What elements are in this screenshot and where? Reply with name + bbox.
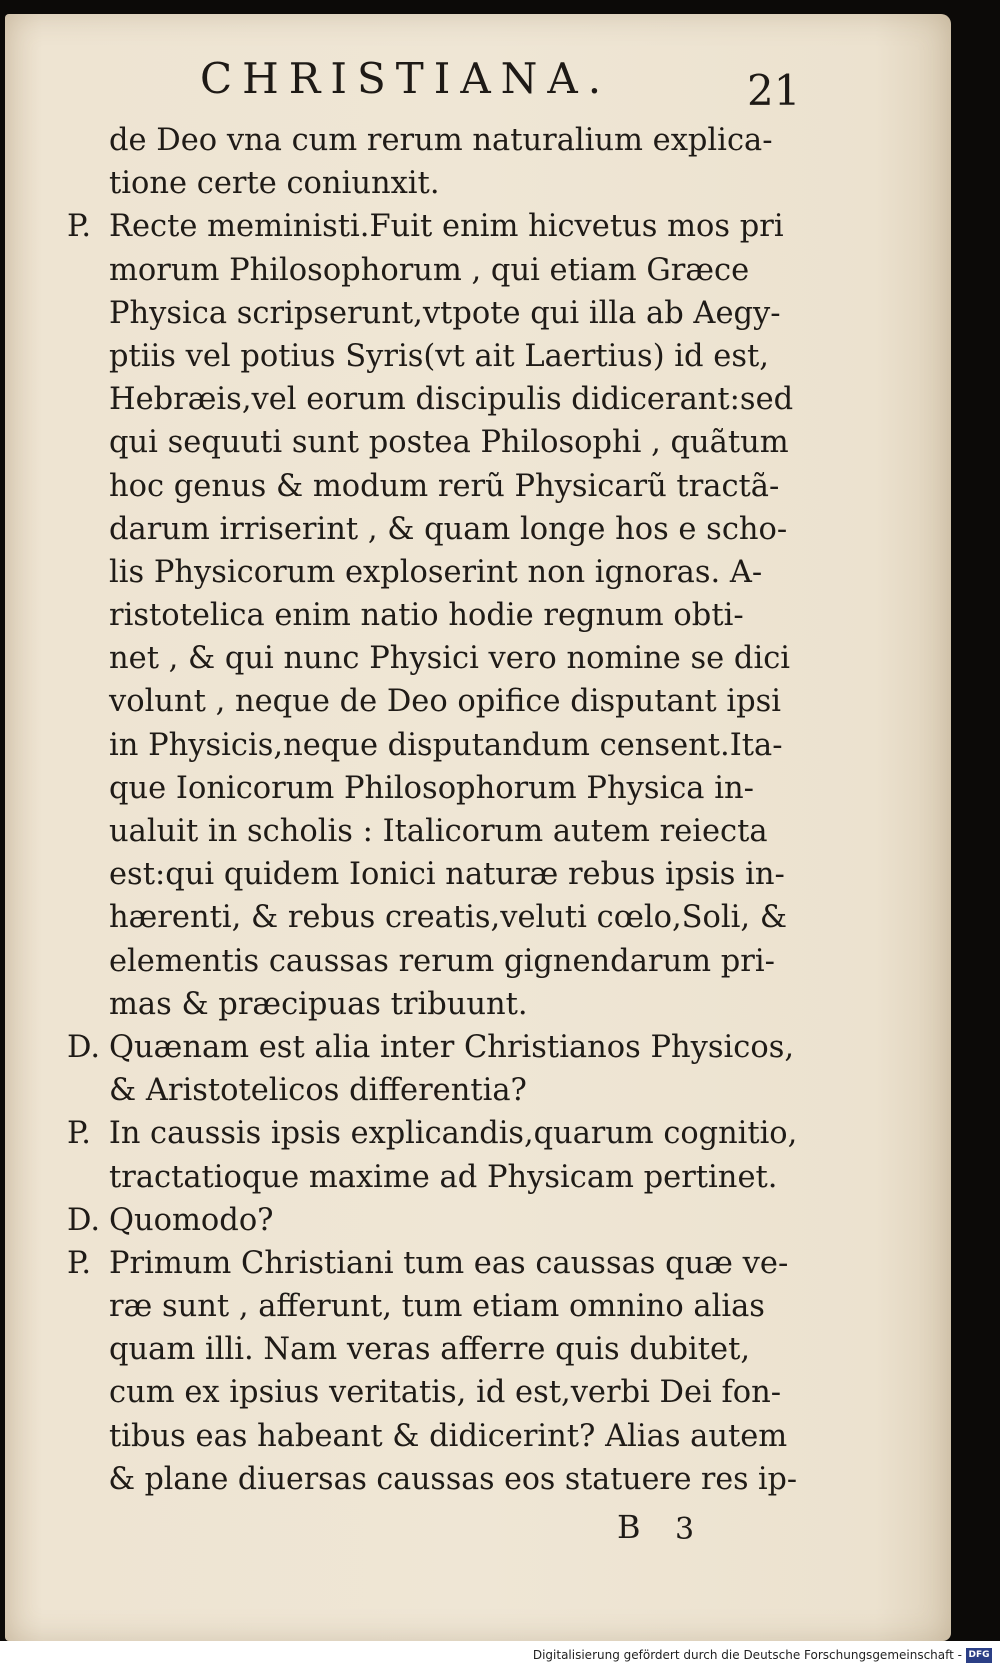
line-text: Quomodo? — [109, 1202, 274, 1238]
line-text: ualuit in scholis : Italicorum autem reiecta — [109, 814, 768, 849]
text-line — [67, 1371, 797, 1414]
line-text: Physica scripserunt,vtpote qui illa ab Aegy- — [109, 295, 781, 331]
line-text: mas & præcipuas tribuunt. — [109, 986, 528, 1022]
text-line — [67, 594, 797, 637]
line-text: ptiis vel potius Syris(vt ait Laertius) id est, — [109, 338, 769, 374]
text-line — [67, 896, 797, 939]
line-text: volunt , neque de Deo opifice disputant ipsi — [109, 684, 782, 720]
text-line — [67, 551, 797, 594]
line-text: darum irriserint , & quam longe hos e scho- — [109, 511, 788, 547]
line-text: de Deo vna cum rerum naturalium explica- — [109, 123, 773, 158]
text-line — [67, 1458, 798, 1501]
text-line — [67, 378, 797, 421]
line-text: tibus eas habeant & didicerint? Alias autem — [109, 1418, 788, 1454]
line-text: lis Physicorum exploserint non ignoras. A- — [109, 554, 763, 590]
text-line — [67, 1285, 797, 1328]
line-text: ristotelica enim natio hodie regnum obti- — [109, 598, 744, 634]
line-text: quam illi. Nam veras afferre quis dubitet, — [109, 1332, 751, 1368]
line-text: tractatioque maxime ad Physicam pertinet. — [109, 1159, 778, 1195]
line-text: hoc genus & modum rerũ Physicarũ tractã- — [109, 468, 780, 504]
speaker-label: P. — [67, 209, 92, 245]
text-line — [67, 810, 797, 853]
text-line — [67, 1069, 797, 1112]
speaker-label: D. — [67, 1202, 101, 1238]
line-text: qui sequuti sunt postea Philosophi , quãtum — [109, 425, 789, 461]
running-head: CHRISTIANA. — [200, 54, 612, 103]
page-number: 21 — [747, 66, 801, 115]
signature-number: 3 — [675, 1512, 695, 1547]
signature-letter: B — [617, 1508, 641, 1546]
line-text: est:qui quidem Ionici naturæ rebus ipsis in- — [109, 857, 785, 893]
line-text: Quænam est alia inter Christianos Physicos, — [109, 1029, 795, 1065]
line-text: & plane diuersas caussas eos statuere res ip- — [108, 1461, 798, 1497]
text-line — [67, 1199, 797, 1242]
text-line — [67, 162, 797, 205]
text-line — [67, 1156, 797, 1199]
text-line — [67, 1112, 798, 1155]
text-line — [67, 940, 797, 983]
line-text: & Aristotelicos differentia? — [109, 1073, 527, 1109]
footer-credit: Digitalisierung gefördert durch die Deutsche Forschungsgemeinschaft - — [532, 1648, 962, 1662]
line-text: hærenti, & rebus creatis,veluti cœlo,Soli, & — [109, 900, 787, 936]
text-line — [67, 292, 797, 335]
dfg-logo-icon: DFG — [966, 1648, 992, 1663]
text-line — [67, 421, 797, 464]
text-line — [67, 853, 797, 896]
text-line — [67, 508, 797, 551]
text-line — [67, 249, 797, 292]
line-text: in Physicis,neque disputandum censent.Ita- — [109, 727, 783, 763]
text-line — [67, 680, 797, 723]
line-text: Primum Christiani tum eas caussas quæ ve- — [109, 1245, 789, 1281]
text-line — [67, 1328, 797, 1371]
text-line — [67, 205, 797, 248]
text-line — [67, 767, 797, 810]
line-text: Hebræis,vel eorum discipulis didicerant:sed — [109, 382, 794, 418]
text-line — [67, 1242, 797, 1285]
line-text: que Ionicorum Philosophorum Physica in- — [109, 770, 754, 806]
line-text: elementis caussas rerum gignendarum pri- — [109, 943, 775, 979]
line-text: net , & qui nunc Physici vero nomine se dici — [109, 641, 791, 677]
text-line — [67, 1026, 797, 1069]
speaker-label: P. — [67, 1245, 92, 1281]
line-text: In caussis ipsis explicandis,quarum cognitio, — [108, 1116, 798, 1152]
text-line — [67, 724, 797, 767]
line-text: cum ex ipsius veritatis, id est,verbi Dei fon- — [109, 1375, 782, 1411]
text-line — [67, 983, 797, 1026]
line-text: Recte meministi.Fuit enim hicvetus mos pri — [109, 209, 784, 245]
line-text: tione certe coniunxit. — [109, 166, 440, 202]
text-line — [67, 465, 797, 508]
text-line — [67, 335, 797, 378]
digitization-footer — [0, 1641, 1000, 1671]
text-line — [67, 119, 797, 162]
text-line — [67, 637, 797, 680]
book-page — [5, 14, 951, 1641]
speaker-label: D. — [67, 1029, 101, 1065]
body-text — [67, 119, 797, 1501]
line-text: morum Philosophorum , qui etiam Græce — [109, 252, 750, 288]
line-text: ræ sunt , afferunt, tum etiam omnino alias — [109, 1289, 765, 1325]
text-line — [67, 1415, 797, 1458]
speaker-label: P. — [67, 1116, 91, 1152]
